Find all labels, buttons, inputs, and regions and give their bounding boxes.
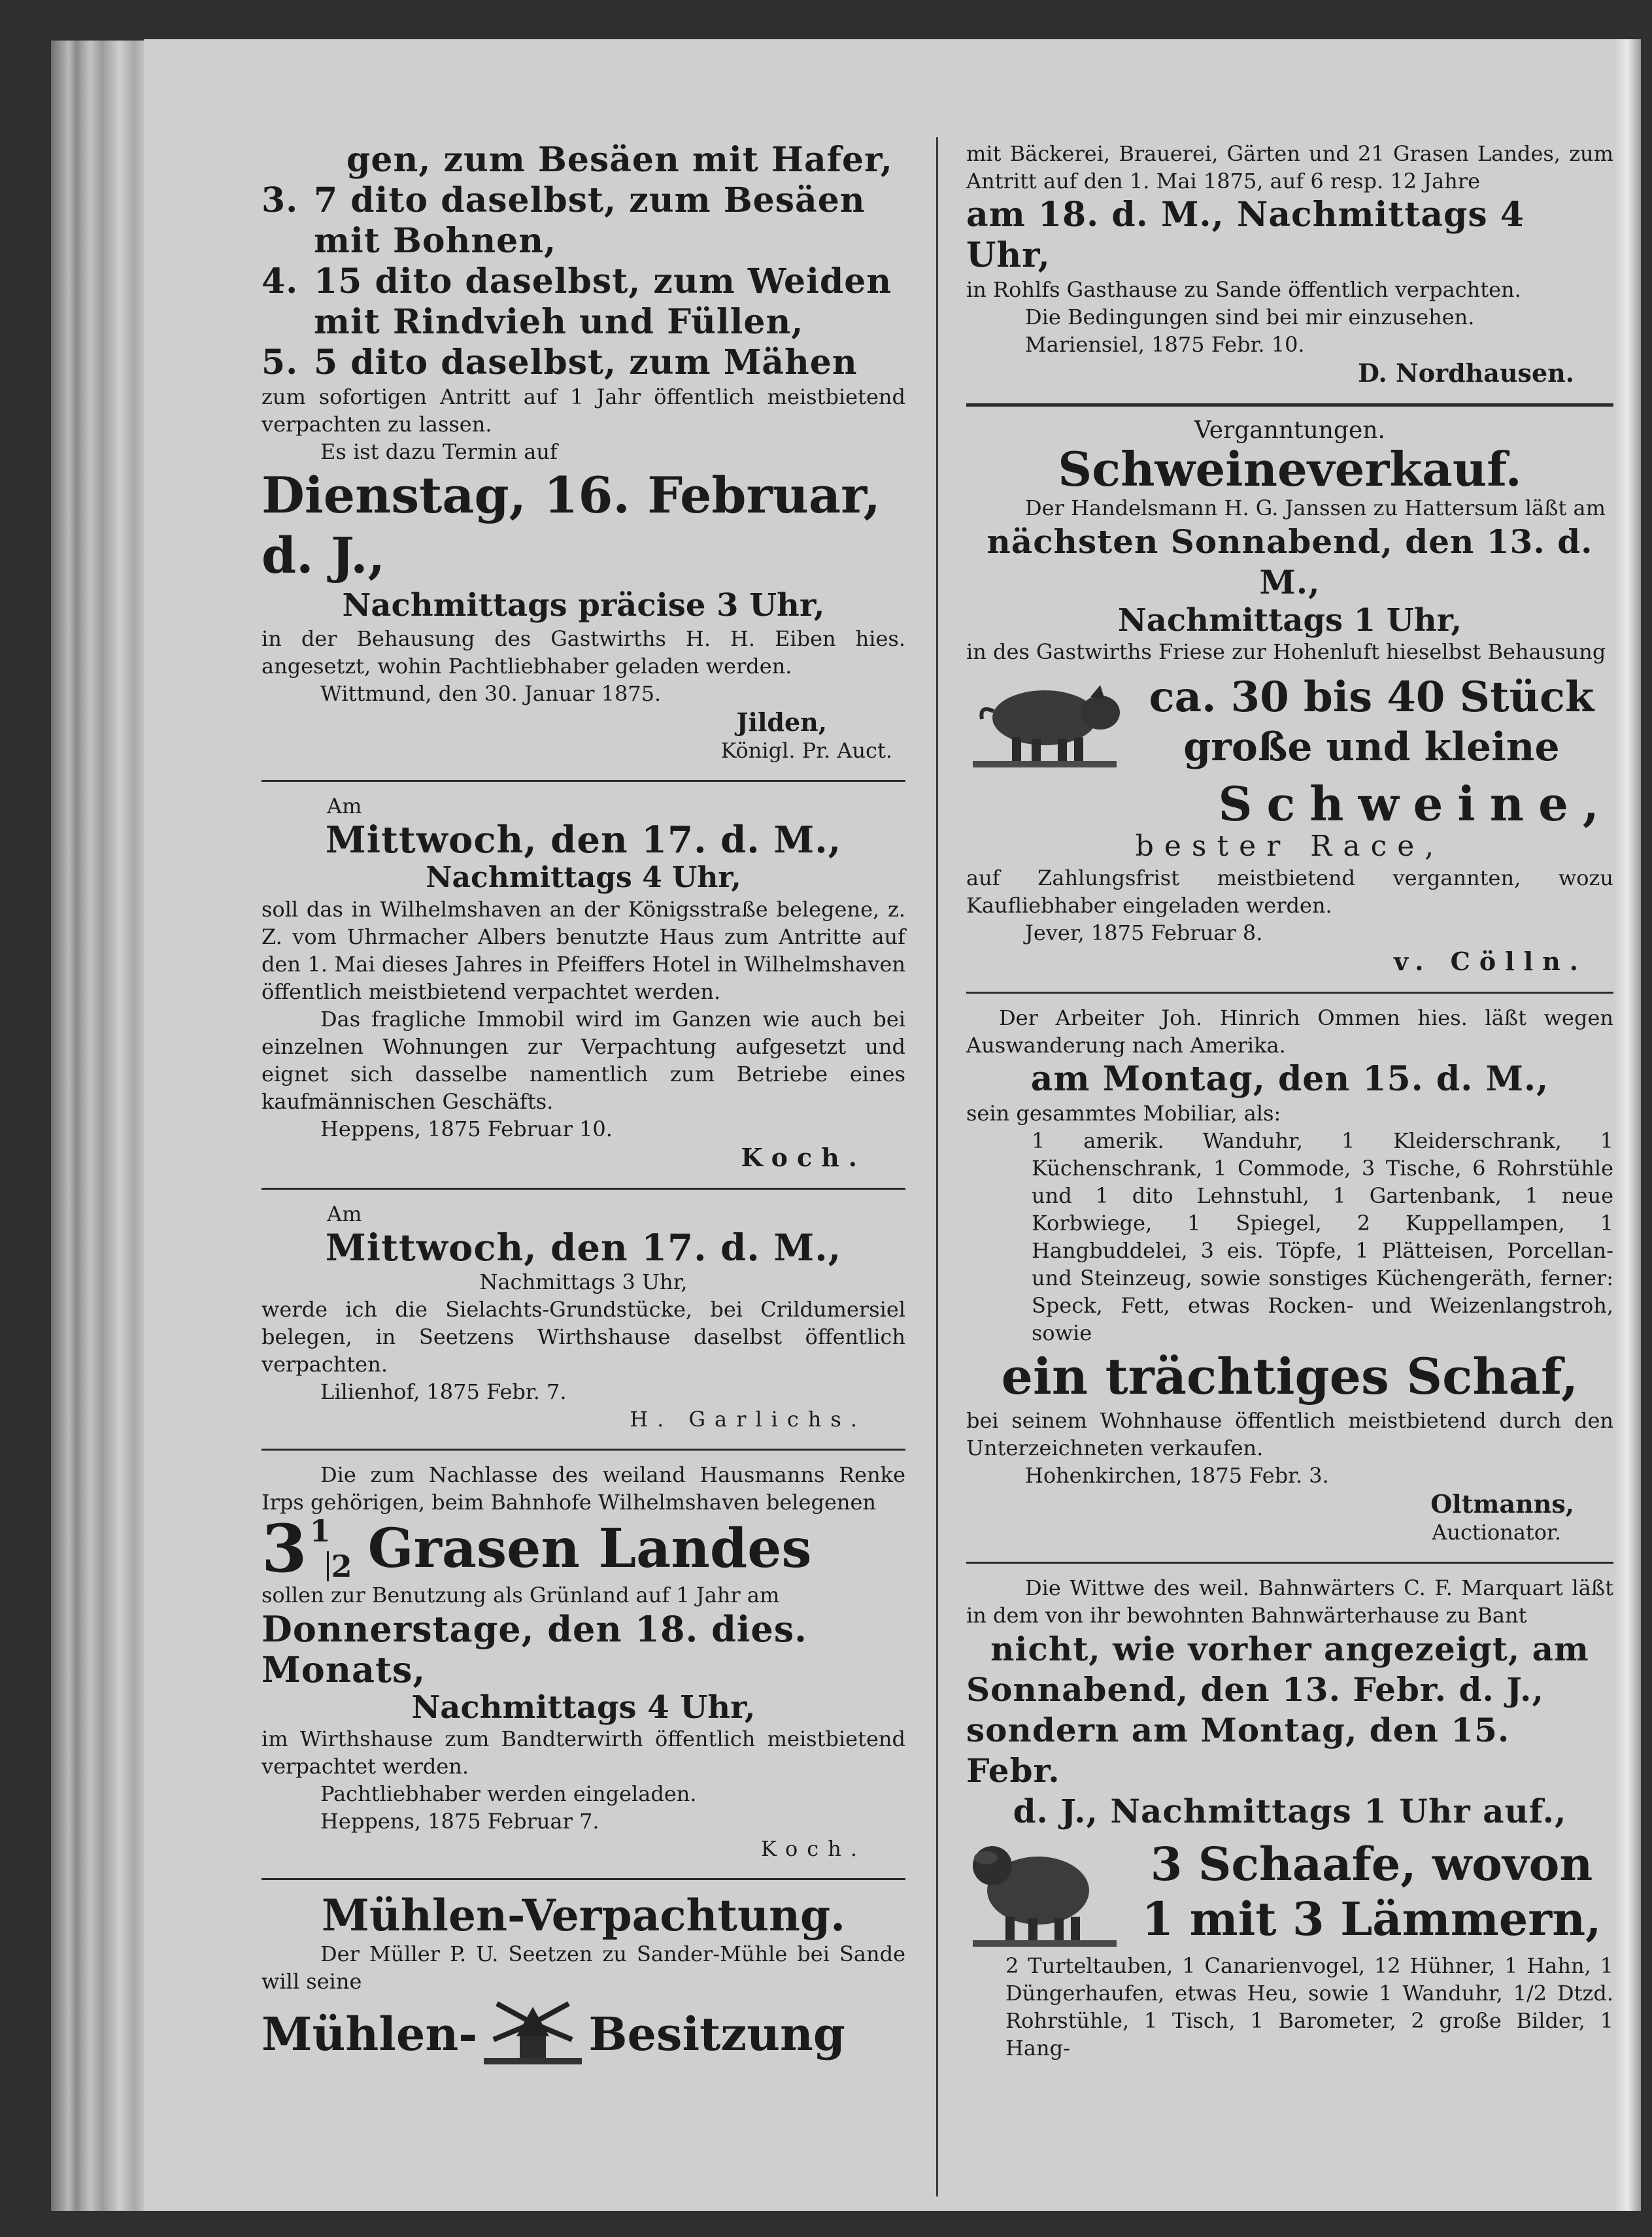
pig-offer-text — [1130, 673, 1613, 772]
place-date: Heppens, 1875 Februar 10. — [320, 1117, 613, 1141]
notice-line: sondern am Montag, den 15. Febr. — [966, 1711, 1510, 1790]
ad-body: Die Bedingungen sind bei mir einzusehen. — [1025, 305, 1475, 329]
ad-body: Die Wittwe des weil. Bahnwärters C. F. Marquart läßt in dem von ihr bewohnten Bahnwärterhause zu Bant — [966, 1575, 1613, 1628]
ad-body: werde ich die Sielachts-Grundstücke, bei Crildumersiel belegen, in Seetzens Wirthshause daselbst öffentlich verpachten. — [261, 1297, 905, 1377]
notice-line: Sonnabend, den 13. Febr. d. J., — [966, 1670, 1544, 1709]
right-column — [966, 137, 1613, 2071]
ad-body: sein gesammtes Mobiliar, als: — [966, 1101, 1281, 1126]
ad-body: in der Behausung des Gastwirths H. H. Eiben hies. angesetzt, wohin Pachtliebhaber geladen werden. — [261, 626, 905, 679]
place-date: Lilienhof, 1875 Febr. 7. — [320, 1379, 567, 1404]
auction-time: Nachmittags 4 Uhr, — [411, 1689, 756, 1726]
auction-time: Nachmittags 1 Uhr, — [1117, 602, 1462, 639]
offer-line: bester Race, — [1135, 830, 1445, 863]
auction-date: Donnerstage, den 18. dies. Monats, — [261, 1608, 807, 1690]
fraction-amount: 3 $^1$ 2 — [261, 1510, 352, 1587]
list-item: 5. 5 dito daselbst, zum Mähen — [261, 343, 858, 382]
auction-time: Nachmittags 4 Uhr, — [426, 861, 741, 894]
signature: Koch. — [741, 1143, 866, 1172]
place-date: Jever, 1875 Februar 8. — [1025, 920, 1263, 945]
auction-time: Nachmittags präcise 3 Uhr, — [342, 587, 825, 624]
offer-line: 1 mit 3 Lämmern, — [1141, 1892, 1602, 1946]
ad-body: Die zum Nachlasse des weiland Hausmanns Renke Irps gehörigen, beim Bahnhofe Wilhelmshaven belegenen — [261, 1462, 905, 1515]
ad-kicker: Am — [327, 794, 362, 818]
offer-line: Schweine, — [1218, 776, 1613, 832]
ad-body: in Rohlfs Gasthause zu Sande öffentlich verpachten. — [966, 277, 1521, 302]
signature-title: Auctionator. — [1432, 1520, 1561, 1545]
ad-separator — [261, 1878, 905, 1880]
ad-body: Der Müller P. U. Seetzen zu Sander-Mühle bei Sande will seine — [261, 1942, 905, 1994]
ad-body: zum sofortigen Antritt auf 1 Jahr öffentlich meistbietend verpachten zu lassen. — [261, 384, 905, 437]
auction-date: Dienstag, 16. Februar, d. J., — [261, 466, 881, 584]
signature: Koch. — [760, 1836, 866, 1861]
place-date: Heppens, 1875 Februar 7. — [320, 1809, 599, 1834]
ad-body: in des Gastwirths Friese zur Hohenluft hieselbst Behausung — [966, 639, 1606, 664]
sheep-offer-text — [1130, 1837, 1613, 1947]
signature: Oltmanns, — [1430, 1489, 1574, 1519]
list-item: gen, zum Besäen mit Hafer, — [346, 140, 893, 180]
ad-body: mit Bäckerei, Brauerei, Gärten und 21 Grasen Landes, zum Antritt auf den 1. Mai 1875, auf 6 resp. 12 Jahre — [966, 141, 1613, 193]
section-kicker: Verganntungen. — [1194, 417, 1385, 444]
auction-date: Mittwoch, den 17. d. M., — [325, 1226, 842, 1270]
place-date: Hohenkirchen, 1875 Febr. 3. — [1025, 1463, 1329, 1488]
ad-separator — [261, 1449, 905, 1451]
signature: D. Nordhausen. — [1357, 358, 1574, 388]
mill-banner — [261, 2000, 905, 2068]
ad-headline: Schweineverkauf. — [1058, 441, 1522, 497]
banner-left-text: Mühlen- — [261, 2007, 478, 2061]
ad-body: Der Arbeiter Joh. Hinrich Ommen hies. läßt wegen Auswanderung nach Amerika. — [966, 1005, 1613, 1058]
signature-title: Königl. Pr. Auct. — [720, 738, 892, 763]
ad-separator — [966, 403, 1613, 407]
left-column — [261, 137, 905, 2077]
ad-separator — [966, 1562, 1613, 1564]
offer-line: ca. 30 bis 40 Stück — [1149, 673, 1594, 722]
auction-date: nächsten Sonnabend, den 13. d. M., — [986, 522, 1593, 601]
ad-land-lease-wittmund — [261, 137, 905, 773]
ad-body: Der Handelsmann H. G. Janssen zu Hattersum läßt am — [1025, 496, 1606, 520]
list-item: mit Rindvieh und Füllen, — [314, 302, 804, 342]
ad-separator — [261, 1188, 905, 1190]
ad-marquart-sale — [966, 1572, 1613, 2071]
sheep-icon — [966, 1832, 1130, 1952]
ad-headline: Mühlen-Verpachtung. — [321, 1890, 846, 1941]
ad-body: bei seinem Wohnhause öffentlich meistbietend durch den Unterzeichneten verkaufen. — [966, 1408, 1613, 1460]
sheep-offer — [966, 1832, 1613, 1952]
ad-muehlen-verpachtung — [261, 1888, 905, 2077]
signature: Jilden, — [736, 707, 827, 737]
offer-line: große und kleine — [1183, 724, 1560, 770]
ad-schweineverkauf — [966, 414, 1613, 985]
ad-sielacht-lease — [261, 1198, 905, 1442]
ad-sande-lease — [966, 137, 1613, 397]
list-item: mit Bohnen, — [314, 221, 557, 261]
ad-ommen-mobiliar — [966, 1001, 1613, 1555]
banner-right-text: Besitzung — [588, 2007, 845, 2061]
page-gutter — [1615, 39, 1641, 2211]
signature: H. Garlichs. — [630, 1407, 866, 1432]
page-edges — [51, 41, 149, 2211]
ad-kicker: Am — [327, 1202, 362, 1226]
list-item: 3. 7 dito daselbst, zum Besäen — [261, 180, 866, 220]
place-date: Mariensiel, 1875 Febr. 10. — [1025, 332, 1305, 357]
ad-body: soll das in Wilhelmshaven an der Königsstraße belegene, z. Z. vom Uhrmacher Albers benutzte Haus zum Antritte auf den 1. Mai dieses Jahres in Pfeiffers Hotel in Wilhelmshaven öffentlich meistbietend verpachtet werden. — [261, 897, 905, 1004]
auction-date: am 18. d. M., Nachmittags 4 Uhr, — [966, 195, 1525, 275]
auction-date: am Montag, den 15. d. M., — [1030, 1059, 1549, 1099]
place-date: Wittmund, den 30. Januar 1875. — [320, 681, 662, 706]
ad-body: Es ist dazu Termin auf — [320, 439, 558, 464]
ad-body: sollen zur Benutzung als Grünland auf 1 Jahr am — [261, 1583, 780, 1607]
lease-list — [261, 140, 905, 383]
ad-separator — [261, 780, 905, 782]
pig-icon — [966, 665, 1130, 779]
ad-body: Das fragliche Immobil wird im Ganzen wie auch bei einzelnen Wohnungen zur Verpachtung aufgesetzt und eignet sich dasselbe namentlich zum Betriebe eines kaufmännischen Geschäfts. — [261, 1007, 905, 1114]
item-list: 2 Turteltauben, 1 Canarienvogel, 12 Hühner, 1 Hahn, 1 Düngerhaufen, etwas Heu, sowie 1 Wanduhr, 1/2 Dtzd. Rohrstühle, 1 Tisch, 1 Barometer, 2 große Bilder, 1 Hang- — [1005, 1953, 1613, 2060]
notice-line: d. J., Nachmittags 1 Uhr auf., — [1013, 1792, 1567, 1830]
ad-body: Pachtliebhaber werden eingeladen. — [320, 1781, 697, 1806]
ad-body: auf Zahlungsfrist meistbietend vergannten, wozu Kaufliebhaber eingeladen werden. — [966, 866, 1613, 918]
ad-body: im Wirthshause zum Bandterwirth öffentlich meistbietend verpachtet werden. — [261, 1726, 905, 1779]
ad-headline: ein trächtiges Schaf, — [1001, 1347, 1579, 1405]
pig-offer — [966, 665, 1613, 779]
ad-grasen-landes — [261, 1458, 905, 1872]
windmill-icon — [484, 2000, 582, 2068]
auction-date: Mittwoch, den 17. d. M., — [325, 818, 842, 862]
auction-time: Nachmittags 3 Uhr, — [479, 1270, 688, 1294]
column-divider — [936, 137, 938, 2196]
signature: v. Cölln. — [1393, 947, 1587, 976]
list-item: 4. 15 dito daselbst, zum Weiden — [261, 261, 892, 301]
notice-line: nicht, wie vorher angezeigt, am — [990, 1630, 1589, 1668]
offer-line: 3 Schaafe, wovon — [1150, 1837, 1593, 1891]
headline-row — [261, 1510, 905, 1587]
item-list: 1 amerik. Wanduhr, 1 Kleiderschrank, 1 Küchenschrank, 1 Commode, 3 Tische, 6 Rohrstühle und 1 dito Lehnstuhl, 1 Gartenbank, 1 neue Korbwiege, 1 Spiegel, 2 Kuppellampen, 1 Hangbuddelei, 3 eis. Töpfe, 1 Plätteisen, Porcellan- und Steinzeug, sowie sonstiges Küchengeräth, ferner: Speck, Fett, etwas Rocken- und Weizenlangstroh, sowie — [1032, 1128, 1613, 1345]
ad-headline: Grasen Landes — [367, 1517, 812, 1580]
ad-separator — [966, 992, 1613, 994]
ad-house-lease-wilhelmshaven — [261, 790, 905, 1181]
